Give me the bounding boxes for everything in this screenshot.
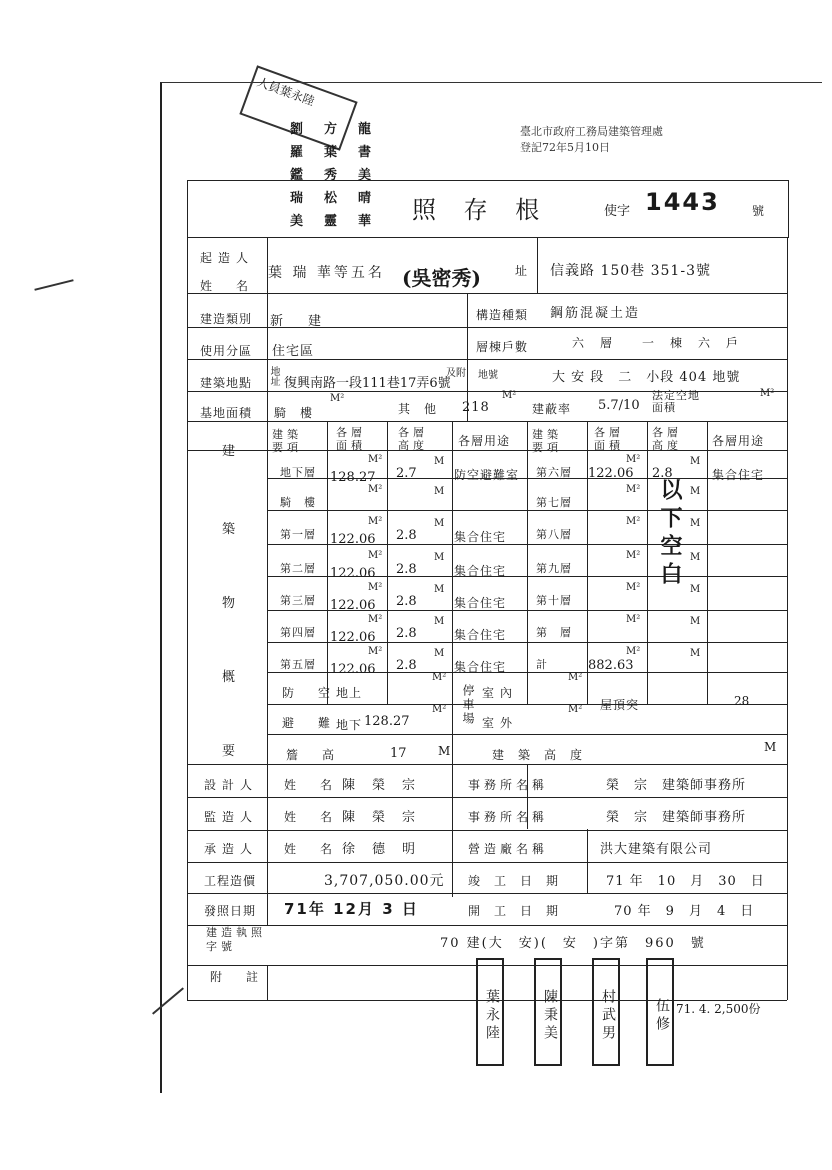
registration-stamp [520, 124, 663, 156]
site-address-label: 地址 [268, 366, 279, 386]
left-row-height: 2.8 [396, 594, 417, 609]
contractor-firm-label: 營造廠名稱 [468, 842, 549, 856]
approval-seal: 村武男 [592, 958, 620, 1066]
left-row-height: 2.7 [396, 466, 417, 481]
right-row-item: 第八層 [536, 528, 572, 541]
shelter-above-label: 地上 [336, 686, 363, 700]
right-row-height-unit: M [690, 648, 701, 659]
right-row-height-unit: M [690, 616, 701, 627]
coverage-label: 建蔽率 [532, 402, 572, 416]
grid-line [187, 830, 787, 831]
site-address: 復興南路一段111巷17弄6號 [284, 376, 451, 391]
handwritten-note: 以下空白 [657, 478, 682, 590]
site-label: 建築地點 [200, 376, 253, 390]
right-row-item: 第六層 [536, 466, 572, 479]
form-title: 照 存 根 [412, 196, 550, 224]
official-name-char: 美 [358, 168, 372, 183]
grid-line [187, 180, 188, 1000]
left-row-item: 地下層 [280, 466, 316, 479]
print-note: 71. 4. 2,500份 [676, 1002, 761, 1016]
left-row-height: 2.8 [396, 626, 417, 641]
left-head-use: 各層用途 [458, 434, 511, 448]
side-label-char: 建 [222, 444, 236, 459]
grid-line [267, 421, 268, 925]
grid-line [187, 293, 787, 294]
side-label-char: 築 [222, 522, 236, 537]
parking-label: 停車場 [461, 684, 475, 726]
start-value: 70 年 9 月 4 日 [614, 904, 755, 919]
category-value: 新 建 [270, 314, 328, 329]
right-row-item: 第 層 [536, 626, 572, 639]
base-area-label: 基地面積 [200, 406, 253, 420]
right-row-height-unit: M [690, 518, 701, 529]
left-row-area: 122.06 [330, 566, 376, 581]
side-label-char: 概 [222, 670, 236, 685]
right-row-area-unit: M² [626, 454, 641, 465]
left-row-area: 122.06 [330, 532, 376, 547]
finish-label: 竣 工 日 期 [468, 874, 560, 888]
official-name-char: 龍 [358, 122, 372, 137]
shelter-label-1: 防 空 [282, 686, 337, 700]
left-row-height: 2.8 [396, 528, 417, 543]
left-head-item: 建築要項 [272, 428, 302, 454]
shelter-above-unit: M² [432, 672, 447, 683]
contractor-label: 承造人 [204, 842, 259, 856]
left-row-height-unit: M [434, 616, 445, 627]
roof-value: 28 [734, 694, 750, 708]
right-row-height-unit: M [690, 456, 701, 467]
grid-line [267, 965, 268, 1000]
left-row-item: 第一層 [280, 528, 316, 541]
start-label: 開 工 日 期 [468, 904, 560, 918]
coverage-value: 5.7/10 [598, 398, 640, 413]
official-name-char: 葉 [324, 145, 338, 160]
shelter-below-unit: M² [432, 704, 447, 715]
right-row-area-unit: M² [626, 646, 641, 657]
other-label: 其 他 [398, 402, 438, 416]
parking-indoor-unit: M² [568, 672, 583, 683]
right-row-area: 882.63 [588, 658, 634, 673]
grid-line [187, 862, 787, 863]
category-label: 建造類別 [200, 312, 253, 326]
left-row-use: 集合住宅 [454, 564, 507, 578]
right-head-use: 各層用途 [712, 434, 765, 448]
right-head-height: 各層高度 [652, 426, 682, 452]
structure-value: 鋼筋混凝土造 [550, 306, 641, 321]
official-name-char: 秀 [324, 168, 338, 183]
arcade-unit: M² [330, 393, 345, 404]
grid-line [267, 704, 787, 705]
left-row-height-unit: M [434, 552, 445, 563]
left-head-area: 各層面積 [336, 426, 366, 452]
left-row-area-unit: M² [368, 614, 383, 625]
parking-outdoor-unit: M² [568, 704, 583, 715]
official-name-char: 靈 [324, 214, 338, 229]
left-row-area-unit: M² [368, 582, 383, 593]
contractor-name-label: 姓 名 [284, 842, 339, 856]
right-row-item: 第七層 [536, 496, 572, 509]
applicant-name: 葉 瑞 華等五名 [268, 265, 385, 281]
official-name-char: 羅 [290, 145, 304, 160]
contractor-firm: 洪大建築有限公司 [600, 842, 713, 857]
shelter-label-2: 避 難 [282, 716, 337, 730]
grid-line [452, 764, 453, 897]
right-row-height-unit: M [690, 486, 701, 497]
left-row-area-unit: M² [368, 484, 383, 495]
grid-line [452, 421, 453, 764]
other-value: 218 [462, 400, 490, 415]
left-row-height-unit: M [434, 648, 445, 659]
right-row-area-unit: M² [626, 582, 641, 593]
right-row-use: 集合住宅 [712, 468, 765, 482]
applicant-address: 信義路 150巷 351-3號 [550, 263, 711, 279]
grid-line [187, 893, 787, 894]
left-row-area: 122.06 [330, 662, 376, 677]
serial-number: 1443 [645, 188, 720, 216]
left-row-use: 集合住宅 [454, 660, 507, 674]
contractor-name: 徐 德 明 [342, 842, 418, 857]
designer-name: 陳 榮 宗 [342, 778, 418, 793]
left-row-use: 防空避難室 [454, 468, 520, 482]
right-row-area-unit: M² [626, 516, 641, 527]
grid-line [327, 421, 328, 704]
grid-line [647, 421, 648, 704]
registration-line-1: 臺北市政府工務局建築管理處 [520, 125, 663, 138]
grid-line [707, 421, 708, 704]
side-label-char: 要 [222, 744, 236, 759]
official-name-char: 松 [324, 191, 338, 206]
right-row-item: 計 [536, 658, 548, 671]
cost-value: 3,707,050.00元 [324, 873, 445, 889]
left-row-area: 122.06 [330, 630, 376, 645]
right-row-area-unit: M² [626, 550, 641, 561]
supervisor-name: 陳 榮 宗 [342, 810, 418, 825]
right-row-item: 第九層 [536, 562, 572, 575]
supervisor-office: 榮 宗 建築師事務所 [606, 810, 747, 825]
left-row-area-unit: M² [368, 646, 383, 657]
grid-line [527, 421, 528, 704]
issue-label: 發照日期 [204, 904, 257, 918]
supervisor-name-label: 姓 名 [284, 810, 339, 824]
left-row-area-unit: M² [368, 454, 383, 465]
site-address-note: 及附 [446, 368, 466, 379]
right-row-height: 2.8 [652, 466, 673, 481]
left-row-item: 第三層 [280, 594, 316, 607]
structure-label: 構造種類 [476, 308, 529, 322]
legal-open-label: 法定空地面積 [652, 389, 700, 414]
grid-line [587, 829, 588, 893]
arcade-label: 騎 樓 [274, 406, 314, 420]
designer-office-label: 事務所名稱 [468, 778, 549, 792]
left-row-area: 122.06 [330, 598, 376, 613]
left-row-item: 第二層 [280, 562, 316, 575]
left-row-use: 集合住宅 [454, 530, 507, 544]
building-height-unit: M [764, 740, 777, 754]
right-row-area-unit: M² [626, 484, 641, 495]
parking-indoor: 室內 [482, 686, 519, 700]
official-name-char: 鑑 [290, 168, 304, 183]
left-row-height-unit: M [434, 486, 445, 497]
permit-value: 70 建(大 安)( 安 )字第 960 號 [440, 936, 706, 951]
supervisor-office-label: 事務所名稱 [468, 810, 549, 824]
grid-line [187, 421, 787, 422]
eave-label: 簷 高 [286, 748, 341, 762]
address-label: 址 [515, 264, 534, 278]
official-name-char: 書 [358, 145, 372, 160]
right-head-item: 建築要項 [532, 428, 562, 454]
finish-value: 71 年 10 月 30 日 [606, 874, 765, 889]
grid-line [537, 237, 538, 293]
grid-line [187, 359, 787, 360]
official-name-char: 華 [358, 214, 372, 229]
right-row-height-unit: M [690, 584, 701, 595]
designer-name-label: 姓 名 [284, 778, 339, 792]
applicant-seal: (吳密秀) [402, 266, 481, 290]
grid-line [187, 764, 787, 765]
scan-mark [34, 279, 73, 291]
other-unit: M² [502, 390, 517, 401]
left-row-item: 第五層 [280, 658, 316, 671]
right-row-item: 第十層 [536, 594, 572, 607]
permit-label: 建造執照字號 [206, 926, 266, 953]
land-number: 大 安 段 二 小段 404 地號 [552, 370, 741, 385]
cost-label: 工程造價 [204, 874, 257, 888]
serial-suffix: 號 [752, 204, 765, 218]
official-name-char: 劉 [290, 122, 304, 137]
land-label: 地號 [478, 370, 498, 381]
left-row-area: 128.27 [330, 470, 376, 485]
grid-line [267, 734, 787, 735]
designer-label: 設計人 [204, 778, 259, 792]
grid-line [187, 797, 787, 798]
left-row-use: 集合住宅 [454, 596, 507, 610]
side-label-char: 物 [222, 596, 236, 611]
approval-seal: 伍修 [646, 958, 674, 1066]
grid-line [787, 237, 788, 1000]
left-row-area-unit: M² [368, 516, 383, 527]
official-name-char: 晴 [358, 191, 372, 206]
right-row-height-unit: M [690, 552, 701, 563]
left-row-item: 騎 樓 [280, 496, 316, 509]
applicant-label-1: 起造人 [200, 251, 255, 265]
supervisor-label: 監造人 [204, 810, 259, 824]
issue-value: 71年 12月 3 日 [284, 900, 419, 918]
eave-unit: M [438, 744, 451, 758]
left-row-area-unit: M² [368, 550, 383, 561]
floors-label: 層棟戶數 [476, 340, 529, 354]
note-label: 附 註 [210, 970, 265, 984]
official-name-char: 美 [290, 214, 304, 229]
roof-label: 屋頂突 [600, 698, 640, 712]
eave-value: 17 [390, 746, 407, 761]
building-height-label: 建 築 高 度 [492, 748, 584, 762]
registration-line-2: 登記72年5月10日 [520, 141, 610, 154]
corner-stamp-text: 人員葉永陸 [255, 74, 317, 109]
designer-office: 榮 宗 建築師事務所 [606, 778, 747, 793]
approval-seal: 葉永陸 [476, 958, 504, 1066]
left-row-height: 2.8 [396, 562, 417, 577]
left-row-height-unit: M [434, 584, 445, 595]
grid-line [187, 925, 787, 926]
official-name-char: 方 [324, 122, 338, 137]
use-zone-label: 使用分區 [200, 344, 253, 358]
official-name-char: 瑞 [290, 191, 304, 206]
approval-seal: 陳秉美 [534, 958, 562, 1066]
parking-outdoor: 室外 [482, 716, 519, 730]
right-head-area: 各層面積 [594, 426, 624, 452]
floors-value: 六 層 一 棟 六 戶 [572, 336, 741, 350]
left-row-height-unit: M [434, 518, 445, 529]
grid-line [387, 421, 388, 704]
applicant-seal-text: 吳密秀 [411, 266, 472, 290]
left-row-use: 集合住宅 [454, 628, 507, 642]
left-head-height: 各層高度 [398, 426, 428, 452]
shelter-below-value: 128.27 [364, 714, 410, 729]
applicant-label-2: 姓 名 [200, 279, 255, 293]
left-row-height-unit: M [434, 456, 445, 467]
left-row-item: 第四層 [280, 626, 316, 639]
title-frame [187, 180, 789, 238]
legal-open-unit: M² [760, 388, 775, 399]
serial-prefix: 使字 [604, 204, 631, 219]
right-row-area: 122.06 [588, 466, 634, 481]
use-zone-value: 住宅區 [272, 344, 315, 359]
shelter-below-label: 地下 [336, 718, 363, 732]
left-row-height: 2.8 [396, 658, 417, 673]
right-row-area-unit: M² [626, 614, 641, 625]
